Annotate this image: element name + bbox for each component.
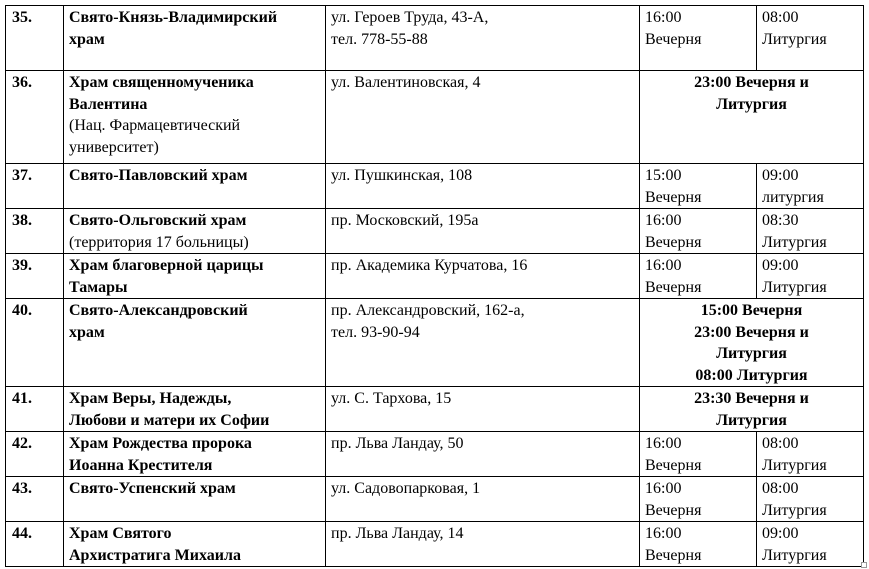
church-name-cell <box>64 432 326 477</box>
address-cell <box>326 6 640 71</box>
evening-service-line: 16:00 <box>645 9 682 26</box>
evening-service-cell <box>640 6 757 71</box>
church-name-cell <box>64 6 326 71</box>
table-row <box>6 164 864 209</box>
church-name-line: Иоанна Крестителя <box>69 456 213 474</box>
morning-service-line: 09:00 <box>762 257 799 274</box>
evening-service-line: Вечерня <box>645 188 702 206</box>
table-row <box>6 299 864 387</box>
church-name-line: Тамары <box>69 278 128 296</box>
morning-service-line: Литургия <box>762 546 827 564</box>
morning-service-cell <box>757 6 864 71</box>
church-name-line: Свято-Князь-Владимирский <box>69 9 278 26</box>
address-line: пр. Льва Ландау, 50 <box>331 435 464 452</box>
morning-service-line: Литургия <box>762 278 827 296</box>
evening-service-line: Вечерня <box>645 546 702 564</box>
church-name-line: Храм священномученика <box>69 74 254 91</box>
church-name-line: Любови и матери их Софии <box>69 411 270 429</box>
address-line: пр. Академика Курчатова, 16 <box>331 257 528 274</box>
morning-service-cell <box>757 164 864 209</box>
address-cell <box>326 164 640 209</box>
address-line: тел. 93-90-94 <box>331 323 420 341</box>
morning-service-line: 08:00 <box>762 435 799 452</box>
church-name-line: Архистратига Михаила <box>69 546 241 564</box>
row-number: 35. <box>6 6 64 71</box>
morning-service-cell <box>757 522 864 567</box>
evening-service-cell <box>640 432 757 477</box>
address-line: ул. Пушкинская, 108 <box>331 167 473 184</box>
morning-service-cell <box>757 477 864 522</box>
table-row <box>6 387 864 432</box>
table-row <box>6 254 864 299</box>
morning-service-line: Литургия <box>762 233 827 251</box>
service-line: 15:00 Вечерня <box>700 302 803 319</box>
morning-service-line: 08:00 <box>762 9 799 26</box>
church-name-line: Храм Веры, Надежды, <box>69 390 232 407</box>
church-name-line: Храм Святого <box>69 525 172 542</box>
church-location-note: (территория 17 больницы) <box>69 233 249 251</box>
service-schedule-merged-cell <box>640 387 864 432</box>
evening-service-cell <box>640 477 757 522</box>
table-resize-handle[interactable] <box>861 562 867 568</box>
table-row <box>6 432 864 477</box>
morning-service-line: Литургия <box>762 501 827 519</box>
service-line: 08:00 Литургия <box>695 366 808 384</box>
row-number: 41. <box>6 387 64 432</box>
service-line: 23:00 Вечерня и <box>694 323 809 341</box>
morning-service-line: 09:00 <box>762 525 799 542</box>
church-name-cell <box>64 477 326 522</box>
morning-service-line: 09:00 <box>762 167 799 184</box>
morning-service-cell <box>757 432 864 477</box>
church-name-line: Свято-Александровский <box>69 302 248 319</box>
morning-service-cell <box>757 209 864 254</box>
address-line: пр. Александровский, 162-а, <box>331 302 525 319</box>
morning-service-line: Литургия <box>762 30 827 48</box>
evening-service-line: Вечерня <box>645 233 702 251</box>
church-name-line: храм <box>69 30 105 48</box>
address-cell <box>326 477 640 522</box>
address-cell <box>326 387 640 432</box>
address-line: ул. Садовопарковая, 1 <box>331 480 481 497</box>
church-location-note: (Нац. Фармацевтический <box>69 117 241 134</box>
evening-service-line: Вечерня <box>645 501 702 519</box>
church-schedule-table <box>5 5 864 567</box>
table-body <box>6 6 864 567</box>
morning-service-line: Литургия <box>762 456 827 474</box>
evening-service-line: 16:00 <box>645 212 682 229</box>
evening-service-cell <box>640 164 757 209</box>
row-number: 37. <box>6 164 64 209</box>
address-cell <box>326 522 640 567</box>
address-line: пр. Московский, 195а <box>331 212 479 229</box>
service-line: Литургия <box>716 95 787 113</box>
church-name-line: Храм благоверной царицы <box>69 257 264 274</box>
morning-service-cell <box>757 254 864 299</box>
church-name-cell <box>64 299 326 387</box>
table-row <box>6 209 864 254</box>
row-number: 36. <box>6 71 64 164</box>
evening-service-cell <box>640 522 757 567</box>
church-name-cell <box>64 387 326 432</box>
address-line: тел. 778-55-88 <box>331 30 428 48</box>
evening-service-line: Вечерня <box>645 278 702 296</box>
morning-service-line: 08:00 <box>762 480 799 497</box>
table-row <box>6 71 864 164</box>
morning-service-line: литургия <box>762 188 824 206</box>
address-cell <box>326 254 640 299</box>
church-name-line: Свято-Павловский храм <box>69 167 248 184</box>
evening-service-cell <box>640 209 757 254</box>
row-number: 38. <box>6 209 64 254</box>
evening-service-line: Вечерня <box>645 456 702 474</box>
church-name-line: храм <box>69 323 105 341</box>
church-name-cell <box>64 71 326 164</box>
evening-service-cell <box>640 254 757 299</box>
address-line: ул. С. Тархова, 15 <box>331 390 452 407</box>
service-line: Литургия <box>716 411 787 429</box>
address-cell <box>326 209 640 254</box>
service-line: Литургия <box>716 345 787 362</box>
evening-service-line: 16:00 <box>645 480 682 497</box>
church-name-line: Валентина <box>69 95 148 113</box>
church-name-cell <box>64 164 326 209</box>
church-name-line: Свято-Успенский храм <box>69 480 236 497</box>
church-location-note: университет) <box>69 138 159 156</box>
evening-service-line: 16:00 <box>645 435 682 452</box>
address-cell <box>326 432 640 477</box>
service-schedule-merged-cell <box>640 299 864 387</box>
table-row <box>6 522 864 567</box>
address-line: пр. Льва Ландау, 14 <box>331 525 464 542</box>
church-name-cell <box>64 254 326 299</box>
church-name-line: Свято-Ольговский храм <box>69 212 247 229</box>
address-cell <box>326 71 640 164</box>
church-name-cell <box>64 522 326 567</box>
row-number: 44. <box>6 522 64 567</box>
address-line: ул. Валентиновская, 4 <box>331 74 481 91</box>
row-number: 40. <box>6 299 64 387</box>
evening-service-line: Вечерня <box>645 30 702 48</box>
evening-service-line: 15:00 <box>645 167 682 184</box>
address-cell <box>326 299 640 387</box>
church-name-line: Храм Рождества пророка <box>69 435 252 452</box>
morning-service-line: 08:30 <box>762 212 799 229</box>
row-number: 43. <box>6 477 64 522</box>
evening-service-line: 16:00 <box>645 525 682 542</box>
evening-service-line: 16:00 <box>645 257 682 274</box>
row-number: 39. <box>6 254 64 299</box>
table-row <box>6 477 864 522</box>
table-row <box>6 6 864 71</box>
row-number: 42. <box>6 432 64 477</box>
service-schedule-merged-cell <box>640 71 864 164</box>
service-line: 23:00 Вечерня и <box>694 74 809 91</box>
address-line: ул. Героев Труда, 43-А, <box>331 9 489 26</box>
church-name-cell <box>64 209 326 254</box>
service-line: 23:30 Вечерня и <box>694 390 809 407</box>
